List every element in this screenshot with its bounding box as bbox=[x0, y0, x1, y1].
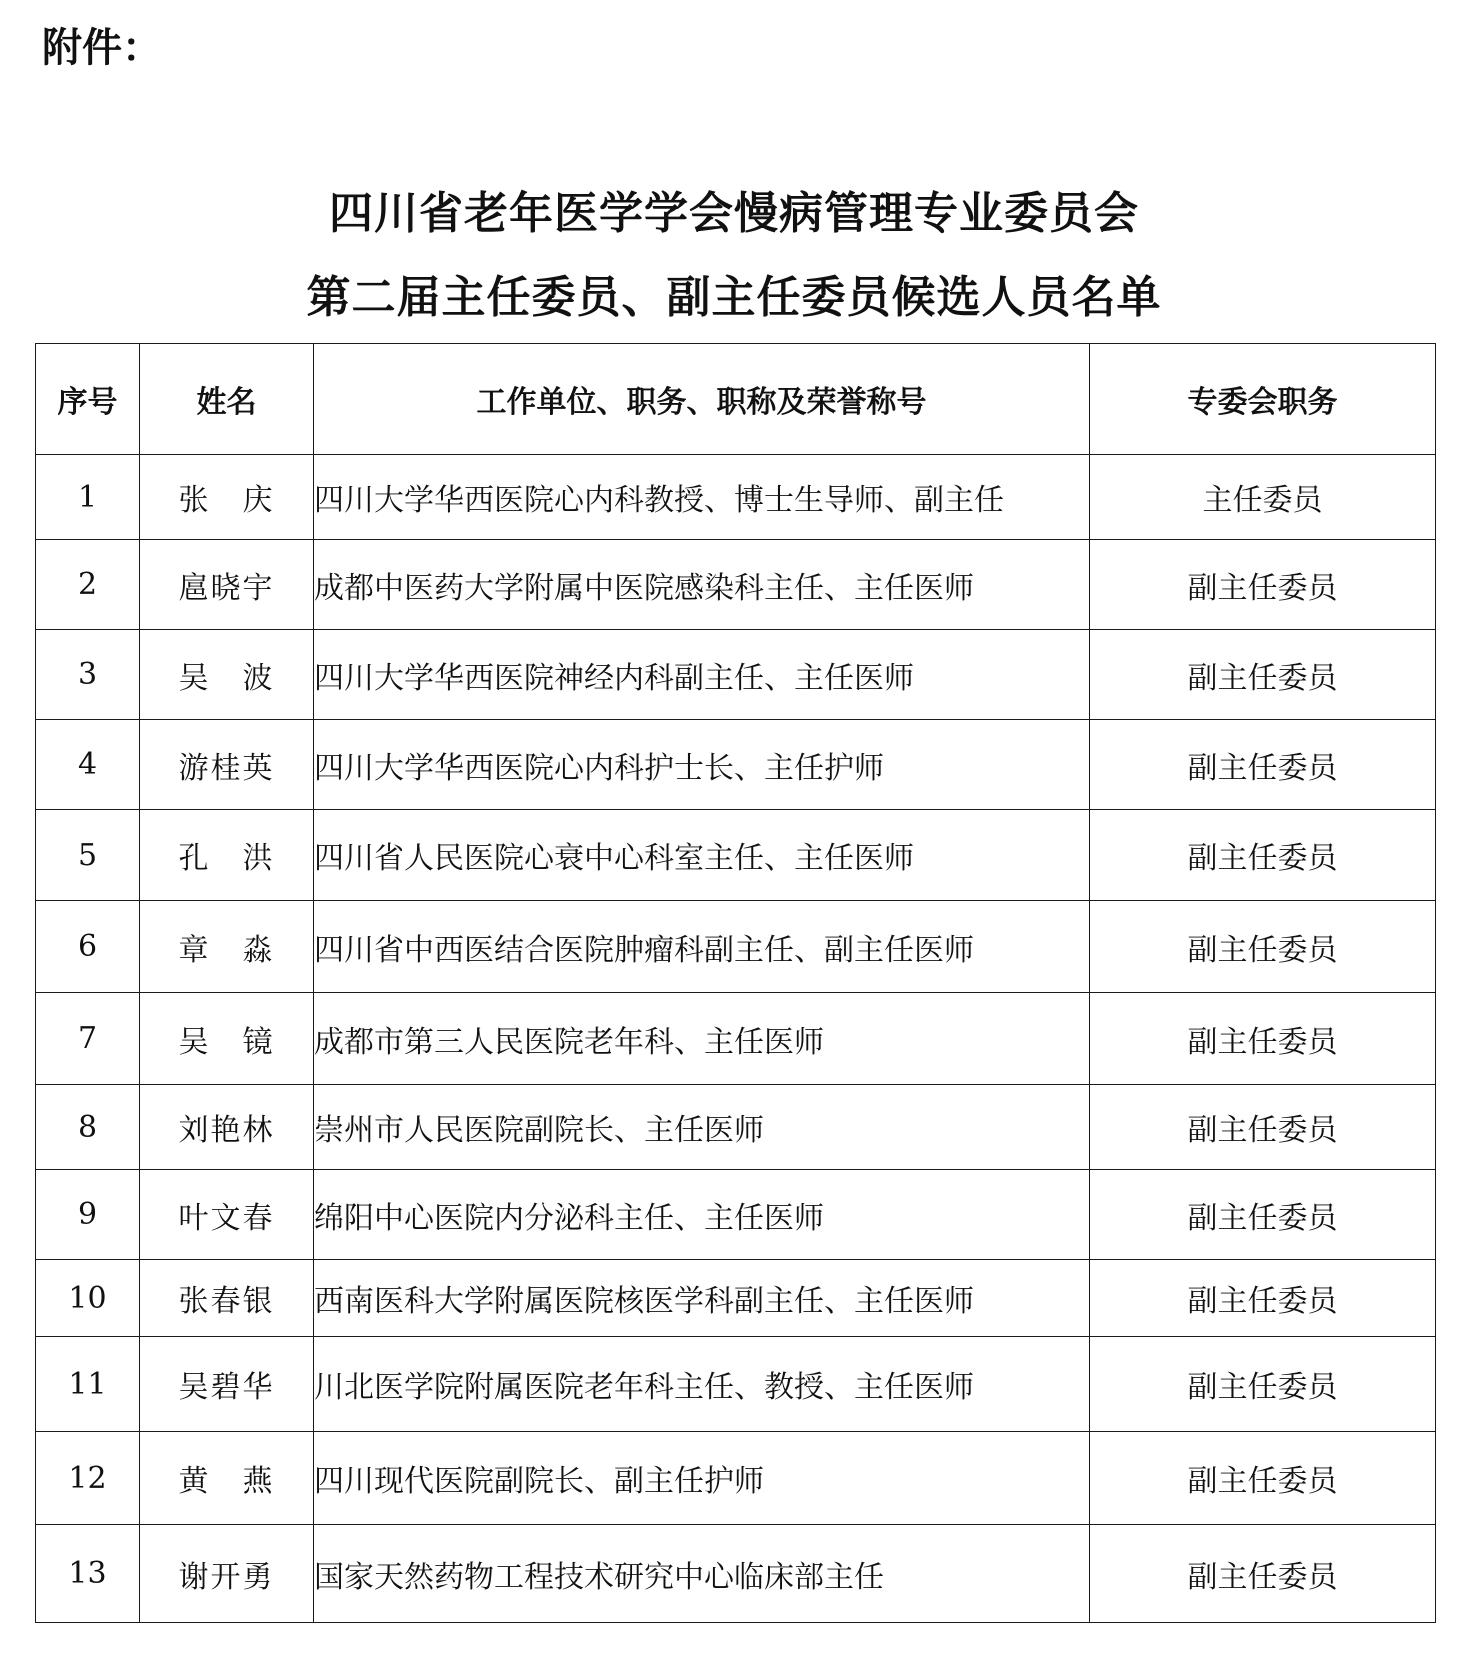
row-number: 7 bbox=[36, 993, 140, 1085]
table-row bbox=[36, 455, 1436, 540]
row-role: 副主任委员 bbox=[1090, 1260, 1436, 1337]
row-unit: 四川省人民医院心衰中心科室主任、主任医师 bbox=[314, 810, 1090, 901]
row-unit: 成都市第三人民医院老年科、主任医师 bbox=[314, 993, 1090, 1085]
row-number: 4 bbox=[36, 720, 140, 810]
table-row bbox=[36, 1260, 1436, 1337]
table-row bbox=[36, 901, 1436, 993]
row-name: 吴碧华 bbox=[140, 1337, 314, 1432]
row-number: 11 bbox=[36, 1337, 140, 1432]
row-name: 张 庆 bbox=[140, 455, 314, 540]
table-row bbox=[36, 630, 1436, 720]
row-name: 章 淼 bbox=[140, 901, 314, 993]
row-unit: 崇州市人民医院副院长、主任医师 bbox=[314, 1085, 1090, 1170]
row-role: 副主任委员 bbox=[1090, 1337, 1436, 1432]
row-role: 副主任委员 bbox=[1090, 810, 1436, 901]
row-name: 扈晓宇 bbox=[140, 540, 314, 630]
table-row bbox=[36, 1170, 1436, 1260]
row-number: 10 bbox=[36, 1260, 140, 1337]
candidate-table bbox=[35, 343, 1436, 1623]
row-unit: 四川省中西医结合医院肿瘤科副主任、副主任医师 bbox=[314, 901, 1090, 993]
row-number: 12 bbox=[36, 1432, 140, 1525]
table-row bbox=[36, 1525, 1436, 1623]
row-role: 副主任委员 bbox=[1090, 1085, 1436, 1170]
row-name: 刘艳林 bbox=[140, 1085, 314, 1170]
document-title-line2: 第二届主任委员、副主任委员候选人员名单 bbox=[306, 272, 1162, 323]
row-role: 副主任委员 bbox=[1090, 1432, 1436, 1525]
row-number: 13 bbox=[36, 1525, 140, 1623]
row-name: 叶文春 bbox=[140, 1170, 314, 1260]
header-role: 专委会职务 bbox=[1090, 344, 1436, 455]
row-unit: 成都中医药大学附属中医院感染科主任、主任医师 bbox=[314, 540, 1090, 630]
header-number: 序号 bbox=[36, 344, 140, 455]
document-title-line1: 四川省老年医学学会慢病管理专业委员会 bbox=[329, 188, 1139, 239]
row-role: 副主任委员 bbox=[1090, 901, 1436, 993]
row-unit: 绵阳中心医院内分泌科主任、主任医师 bbox=[314, 1170, 1090, 1260]
attachment-label: 附件： bbox=[42, 25, 162, 71]
row-name: 孔 洪 bbox=[140, 810, 314, 901]
table-header-row bbox=[36, 344, 1436, 455]
row-role: 副主任委员 bbox=[1090, 630, 1436, 720]
row-unit: 四川大学华西医院神经内科副主任、主任医师 bbox=[314, 630, 1090, 720]
row-name: 吴 波 bbox=[140, 630, 314, 720]
row-name: 吴 镜 bbox=[140, 993, 314, 1085]
row-unit: 四川现代医院副院长、副主任护师 bbox=[314, 1432, 1090, 1525]
table-row bbox=[36, 1085, 1436, 1170]
header-name: 姓名 bbox=[140, 344, 314, 455]
row-role: 副主任委员 bbox=[1090, 993, 1436, 1085]
row-number: 9 bbox=[36, 1170, 140, 1260]
row-role: 副主任委员 bbox=[1090, 1170, 1436, 1260]
row-number: 2 bbox=[36, 540, 140, 630]
row-role: 副主任委员 bbox=[1090, 720, 1436, 810]
row-role: 副主任委员 bbox=[1090, 540, 1436, 630]
row-name: 张春银 bbox=[140, 1260, 314, 1337]
row-number: 5 bbox=[36, 810, 140, 901]
row-number: 6 bbox=[36, 901, 140, 993]
row-number: 8 bbox=[36, 1085, 140, 1170]
row-unit: 四川大学华西医院心内科教授、博士生导师、副主任 bbox=[314, 455, 1090, 540]
row-name: 谢开勇 bbox=[140, 1525, 314, 1623]
row-role: 主任委员 bbox=[1090, 455, 1436, 540]
table-row bbox=[36, 810, 1436, 901]
row-number: 1 bbox=[36, 455, 140, 540]
table-row bbox=[36, 993, 1436, 1085]
table-row bbox=[36, 540, 1436, 630]
row-name: 游桂英 bbox=[140, 720, 314, 810]
row-role: 副主任委员 bbox=[1090, 1525, 1436, 1623]
table-row bbox=[36, 1432, 1436, 1525]
row-unit: 国家天然药物工程技术研究中心临床部主任 bbox=[314, 1525, 1090, 1623]
table-row bbox=[36, 1337, 1436, 1432]
row-name: 黄 燕 bbox=[140, 1432, 314, 1525]
row-unit: 四川大学华西医院心内科护士长、主任护师 bbox=[314, 720, 1090, 810]
table-row bbox=[36, 720, 1436, 810]
row-unit: 西南医科大学附属医院核医学科副主任、主任医师 bbox=[314, 1260, 1090, 1337]
header-unit: 工作单位、职务、职称及荣誉称号 bbox=[314, 344, 1090, 455]
row-unit: 川北医学院附属医院老年科主任、教授、主任医师 bbox=[314, 1337, 1090, 1432]
row-number: 3 bbox=[36, 630, 140, 720]
